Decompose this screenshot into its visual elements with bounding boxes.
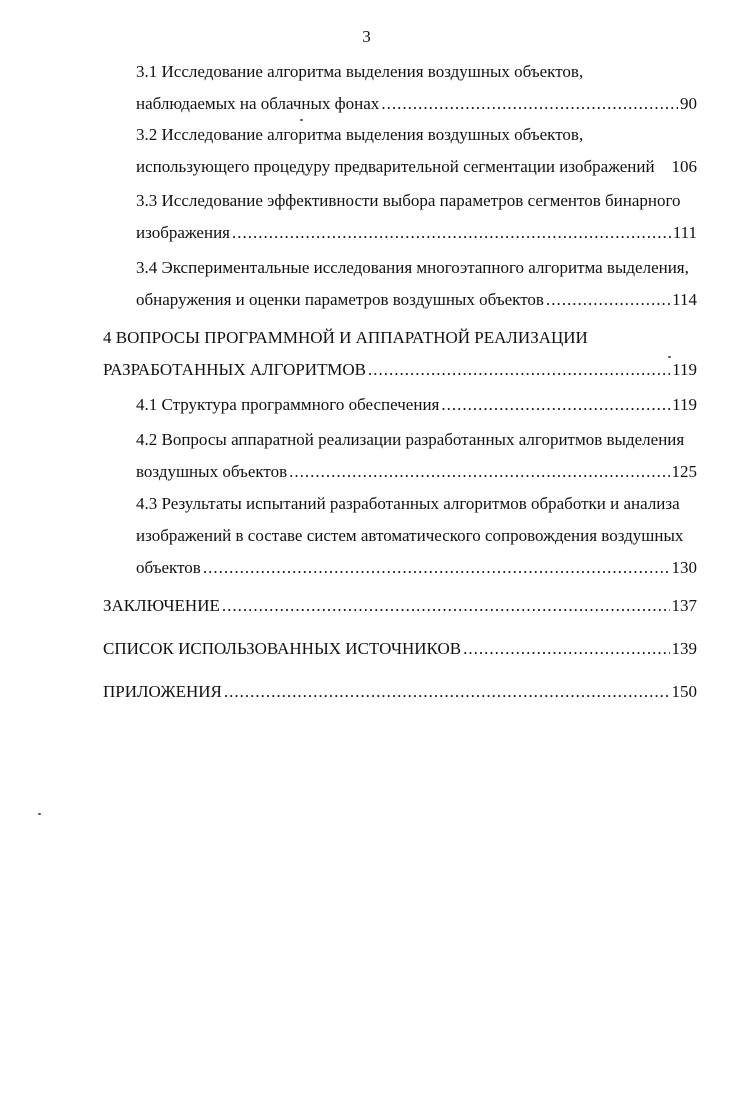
toc-entry-text: РАЗРАБОТАННЫХ АЛГОРИТМОВ xyxy=(103,360,366,379)
toc-entry-text: 4.2 Вопросы аппаратной реализации разработанных алгоритмов выделения xyxy=(136,430,685,449)
leader-dots xyxy=(463,639,669,659)
leader-dots xyxy=(441,395,670,415)
page-ref: 106 xyxy=(671,157,697,176)
toc-entry-text: воздушных объектов xyxy=(136,462,288,481)
page-number: 3 xyxy=(362,27,371,46)
toc-entry-text: изображений в составе систем автоматического сопровождения воздушных xyxy=(136,526,684,545)
scan-speck xyxy=(668,356,671,358)
page-ref: 119 xyxy=(672,360,697,379)
toc-entry-text: объектов xyxy=(136,558,201,577)
page-ref: 119 xyxy=(672,395,697,414)
leader-dots xyxy=(546,290,670,310)
toc-entry-text: использующего процедуру предварительной сегментации изображений xyxy=(136,157,655,176)
toc-entry-text: наблюдаемых на облачных фонах xyxy=(136,94,380,113)
toc-entry-text: 3.4 Экспериментальные исследования многоэтапного алгоритма выделения, xyxy=(136,258,689,277)
toc-entry-text: изображения xyxy=(136,223,230,242)
leader-dots xyxy=(368,360,670,380)
page-ref: 114 xyxy=(672,290,697,309)
leader-dots xyxy=(203,558,670,578)
leader-dots xyxy=(224,682,670,702)
scan-speck xyxy=(300,119,303,121)
page-ref: 137 xyxy=(671,596,697,615)
page-ref: 90 xyxy=(680,94,697,113)
leader-dots xyxy=(289,462,669,482)
toc-entry-text: ЗАКЛЮЧЕНИЕ xyxy=(103,596,220,615)
leader-dots xyxy=(222,596,670,616)
leader-dots xyxy=(381,94,678,114)
toc-entry-text: 4.1 Структура программного обеспечения xyxy=(136,395,440,414)
toc-entry-text: 4.3 Результаты испытаний разработанных алгоритмов обработки и анализа xyxy=(136,494,680,513)
page-ref: 150 xyxy=(671,682,697,701)
toc-entry-text: 3.3 Исследование эффективности выбора параметров сегментов бинарного xyxy=(136,191,681,210)
page-ref: 111 xyxy=(672,223,697,242)
page-ref: 125 xyxy=(671,462,697,481)
page-ref: 139 xyxy=(671,639,697,658)
toc-entry-text: СПИСОК ИСПОЛЬЗОВАННЫХ ИСТОЧНИКОВ xyxy=(103,639,462,658)
toc-entry-text: ПРИЛОЖЕНИЯ xyxy=(103,682,222,701)
toc-entry-text: 3.2 Исследование алгоритма выделения воздушных объектов, xyxy=(136,125,584,144)
toc-entry-text: 3.1 Исследование алгоритма выделения воздушных объектов, xyxy=(136,62,584,81)
toc-entry-text: 4 ВОПРОСЫ ПРОГРАММНОЙ И АППАРАТНОЙ РЕАЛИЗАЦИИ xyxy=(103,328,588,347)
scan-speck xyxy=(38,813,41,815)
leader-dots xyxy=(232,223,671,243)
toc-entry-text: обнаружения и оценки параметров воздушных объектов xyxy=(136,290,544,309)
page-ref: 130 xyxy=(671,558,697,577)
